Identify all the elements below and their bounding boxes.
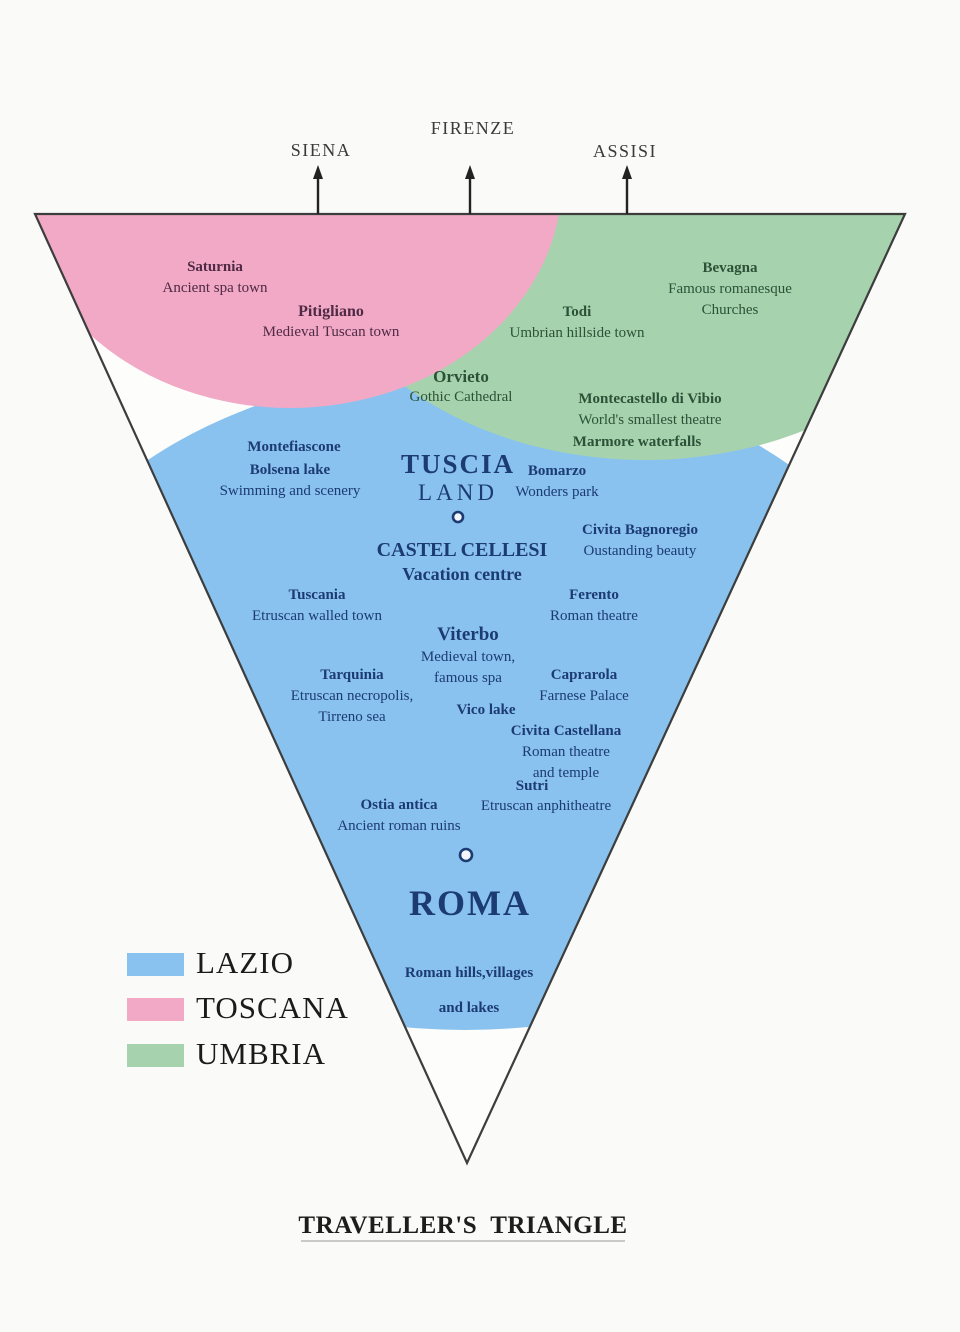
place-title: Roman hills,villages (404, 965, 534, 981)
place-desc: Churches (701, 302, 759, 318)
title-underline (301, 1240, 625, 1242)
place-title: Etruscan anphitheatre (480, 798, 612, 814)
place-desc: Roman theatre (522, 744, 610, 760)
top-destination-assisi: ASSISI (592, 141, 658, 161)
place-title: Todi (562, 304, 592, 320)
place-desc: Medieval town, (420, 649, 516, 665)
place-desc: Vacation centre (402, 564, 522, 584)
page-title: TRAVELLER'S TRIANGLE (298, 1212, 628, 1239)
top-arrows (313, 165, 632, 214)
legend-swatch-umbria (127, 1044, 184, 1067)
legend-label-lazio: LAZIO (196, 945, 294, 980)
place-desc: Tirreno sea (318, 709, 386, 725)
place-title: Caprarola (550, 667, 618, 683)
place-desc: Umbrian hillside town (509, 325, 645, 341)
arrow-head-icon (313, 165, 323, 179)
circle-marker-icon (453, 512, 463, 522)
place-desc: Famous romanesque (668, 281, 792, 297)
arrow-head-icon (465, 165, 475, 179)
place-title: Pitigliano (298, 303, 364, 320)
place-title: Civita Bagnoregio (582, 522, 698, 538)
place-desc: Ancient roman ruins (337, 818, 461, 834)
place-title: Ferento (569, 587, 619, 603)
place-title: Tarquinia (320, 667, 384, 683)
place-desc: and lakes (438, 1000, 500, 1016)
place-title: Vico lake (456, 702, 516, 718)
place-desc: Ancient spa town (162, 280, 268, 296)
place-title: ROMA (409, 883, 531, 923)
place-desc: Farnese Palace (539, 688, 629, 704)
place-title: Bolsena lake (249, 462, 331, 478)
place-title: CASTEL CELLESI (376, 539, 548, 561)
place-title: Tuscania (288, 587, 346, 603)
place-title: Bomarzo (527, 463, 587, 479)
place-desc: Gothic Cathedral (409, 389, 513, 405)
place-title: Sutri (515, 778, 549, 794)
top-destination-siena: SIENA (290, 140, 352, 160)
place-title: Saturnia (187, 259, 243, 275)
place-desc: Roman theatre (550, 608, 638, 624)
arrow-head-icon (622, 165, 632, 179)
place-desc: Medieval Tuscan town (262, 324, 400, 340)
legend-swatch-lazio (127, 953, 184, 976)
place-title: Marmore waterfalls (572, 434, 702, 450)
top-destination-firenze: FIRENZE (430, 118, 516, 138)
place-title: Ostia antica (360, 797, 438, 813)
place-desc: Wonders park (515, 484, 599, 500)
circle-marker-icon (460, 849, 472, 861)
legend-label-toscana: TOSCANA (196, 990, 349, 1025)
legend-label-umbria: UMBRIA (196, 1036, 327, 1071)
place-desc: Swimming and scenery (219, 483, 361, 499)
place-desc: LAND (418, 480, 498, 505)
place-title: Civita Castellana (510, 723, 622, 739)
place-desc: Oustanding beauty (583, 543, 697, 559)
place-title: Viterbo (437, 624, 499, 645)
place-title: Montefiascone (247, 439, 341, 455)
legend-swatch-toscana (127, 998, 184, 1021)
place-title: TUSCIA (400, 449, 516, 479)
place-title: Montecastello di Vibio (578, 391, 722, 407)
place-title: Orvieto (433, 367, 489, 386)
place-desc: famous spa (434, 670, 502, 686)
place-desc: Etruscan walled town (252, 608, 382, 624)
place-desc: Etruscan necropolis, (290, 688, 414, 704)
place-title: Bevagna (702, 260, 758, 276)
place-desc: World's smallest theatre (578, 412, 722, 428)
place-desc: and temple (532, 765, 600, 781)
